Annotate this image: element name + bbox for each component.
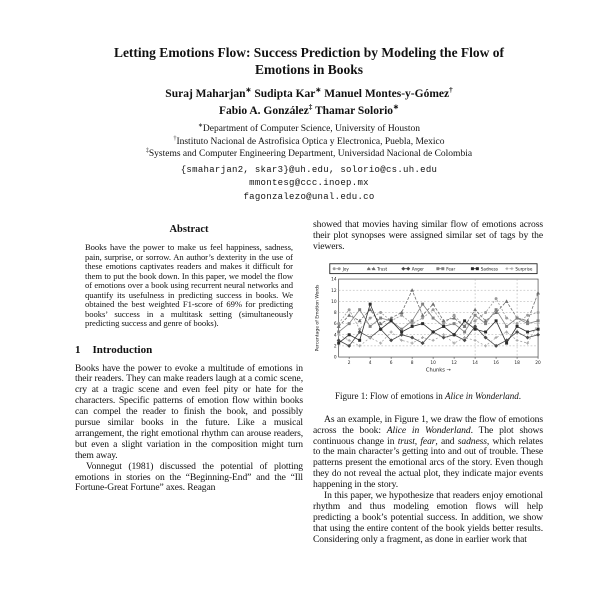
affiliation-houston: ∗Department of Computer Science, University of Houston bbox=[197, 122, 421, 134]
body-paragraph-alice: As an example, in Figure 1, we draw the flow of emotions across the book: Alice in Wonderland. The plot shows continuous change in trust, fear, and sadness, which relates to the main character’s getting into and out of trouble. These patterns present the emotional arcs of the story. Even though they do not reveal the actual plot, they indicate major events happening in the story. bbox=[313, 413, 543, 491]
svg-text:2: 2 bbox=[347, 360, 351, 366]
affiliation-inaoe: †Instituto Nacional de Astrofisica Optica y Electronica, Puebla, Mexico bbox=[173, 135, 445, 147]
emails bbox=[75, 164, 543, 205]
svg-text:Trust: Trust bbox=[377, 266, 388, 272]
two-column-body bbox=[75, 220, 543, 546]
affiliations bbox=[75, 123, 543, 161]
body-paragraph-hypothesis: In this paper, we hypothesize that readers enjoy emotional rhythm and thus modeling emotion flows will help predicting a book’s potential success. In addition, we show that using the entire content of the book yields better results. Considering only a fragment, as done in earlier work that bbox=[313, 490, 543, 545]
section-heading-introduction bbox=[75, 344, 303, 356]
svg-text:Chunks →: Chunks → bbox=[425, 367, 451, 374]
svg-text:Joy: Joy bbox=[342, 266, 349, 272]
emotion-flow-chart bbox=[313, 262, 543, 381]
affiliation-unal: ‡Systems and Computer Engineering Department, Universidad Nacional de Colombia bbox=[145, 147, 473, 159]
intro-paragraph-2: Vonnegut (1981) discussed the potential of plotting emotions in stories on the “Beginning-End” and the “Ill Fortune-Great Fortune” axes. Reagan bbox=[75, 460, 303, 494]
paper-title: Letting Emotions Flow: Success Prediction by Modeling the Flow of Emotions in Books bbox=[113, 45, 505, 77]
right-column bbox=[313, 220, 543, 546]
svg-text:Anger: Anger bbox=[411, 266, 425, 272]
svg-text:4: 4 bbox=[333, 333, 337, 339]
svg-text:8: 8 bbox=[410, 360, 414, 366]
author-line-2: Fabio A. González‡ Thamar Solorio∗ bbox=[218, 103, 400, 117]
svg-text:12: 12 bbox=[451, 360, 457, 366]
email-line-uh: {smaharjan2, skar3}@uh.edu, solorio@cs.uh.edu bbox=[180, 164, 438, 175]
left-column bbox=[75, 220, 303, 546]
intro-paragraph-1: Books have the power to evoke a multitude of emotions in their readers. They can make readers laugh at a comic scene, cry at a tragic scene and even feel pity or hate for the characters. Specific patterns of emotion flow within books can compel the reader to finish the book, and possibly pursue similar books in the future. Like a musical arrangement, the right emotional rhythm can arouse readers, but even a slight variation in the composition might turn them away. bbox=[75, 362, 303, 461]
svg-text:2: 2 bbox=[333, 344, 337, 350]
svg-text:6: 6 bbox=[333, 321, 337, 327]
svg-text:10: 10 bbox=[430, 360, 436, 366]
section-title: Introduction bbox=[92, 343, 153, 356]
svg-text:12: 12 bbox=[331, 288, 337, 294]
svg-text:14: 14 bbox=[331, 277, 337, 283]
svg-text:10: 10 bbox=[331, 299, 337, 305]
paper-header bbox=[75, 44, 543, 204]
abstract-text: Books have the power to make us feel happiness, sadness, pain, surprise, or sorrow. An author’s dexterity in the use of these emotions captivates readers and makes it difficult for them to put the book down. In this paper, we model the flow of emotions over a book using recurrent neural networks and quantify its usefulness in predicting success in books. We obtained the best weighted F1-score of 69% for predicting books’ success in a multitask setting (simultaneously predicting success and genre of books). bbox=[85, 242, 293, 328]
author-line-1: Suraj Maharjan∗ Sudipta Kar∗ Manuel Montes-y-Gómez† bbox=[165, 86, 453, 100]
continuation-paragraph: showed that movies having similar flow of emotions across their plot synopses were assigned similar set of tags by the viewers. bbox=[313, 219, 543, 252]
svg-text:18: 18 bbox=[514, 360, 520, 366]
svg-text:Fear: Fear bbox=[446, 266, 456, 272]
svg-text:14: 14 bbox=[472, 360, 478, 366]
section-number: 1 bbox=[75, 343, 81, 356]
svg-text:0: 0 bbox=[333, 355, 337, 361]
email-line-unal: fagonzalezo@unal.edu.co bbox=[243, 191, 375, 202]
svg-text:4: 4 bbox=[368, 360, 372, 366]
abstract-heading: Abstract bbox=[169, 224, 209, 235]
svg-text:Sadness: Sadness bbox=[480, 266, 499, 272]
svg-text:16: 16 bbox=[493, 360, 499, 366]
svg-text:6: 6 bbox=[389, 360, 393, 366]
figure-caption: Figure 1: Flow of emotions in Alice in Wonderland. bbox=[335, 390, 521, 401]
svg-text:Percentage of Emotion Words: Percentage of Emotion Words bbox=[315, 284, 321, 352]
svg-text:20: 20 bbox=[535, 360, 541, 366]
email-line-inaoe: mmontesg@ccc.inoep.mx bbox=[249, 178, 369, 188]
figure-1 bbox=[313, 262, 543, 401]
svg-text:Surprise: Surprise bbox=[515, 266, 533, 272]
svg-text:8: 8 bbox=[333, 310, 337, 316]
